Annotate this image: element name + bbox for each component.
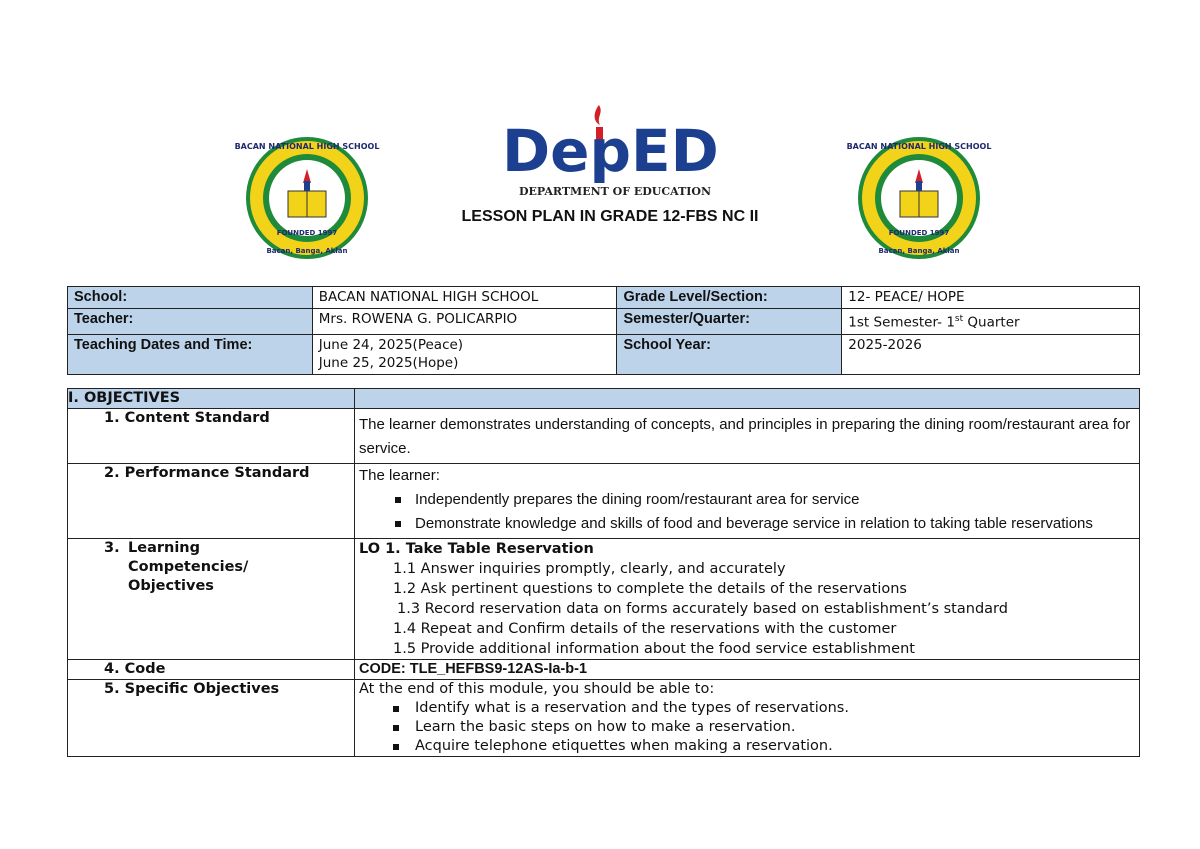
svg-text:DEPARTMENT OF EDUCATION: DEPARTMENT OF EDUCATION [518, 185, 712, 198]
learning-competencies-row [68, 539, 1140, 660]
list-item: 1.2 Ask pertinent questions to complete the details of the reservations [393, 581, 907, 597]
list-item: 1.1 Answer inquiries promptly, clearly, and accurately [393, 561, 786, 577]
dates-label: Teaching Dates and Time: [68, 334, 313, 374]
objectives-header-blank [355, 389, 1140, 409]
school-label: School: [68, 287, 313, 309]
objectives-heading: I. OBJECTIVES [68, 389, 355, 409]
specific-objectives-label: 5. Specific Objectives [104, 681, 280, 697]
grade-value: 12- PEACE/ HOPE [842, 287, 1140, 309]
learning-competencies-label-cell [68, 539, 355, 660]
specific-objectives-cell [355, 680, 1140, 757]
specific-objectives-list [359, 699, 1135, 756]
specific-objectives-intro: At the end of this module, you should be able to: [359, 681, 715, 697]
svg-text:DepED: DepED [502, 117, 719, 185]
objectives-header-row [68, 389, 1140, 409]
dates-value: June 24, 2025(Peace) June 25, 2025(Hope) [312, 334, 617, 374]
deped-logo [500, 103, 730, 199]
code-text: CODE: TLE_HEFBS9-12AS-Ia-b-1 [355, 660, 1140, 680]
list-item: 1.3 Record reservation data on forms accurately based on establishment’s standard [397, 601, 1008, 617]
content-standard-row [68, 409, 1140, 464]
page-title: LESSON PLAN IN GRADE 12-FBS NC II [461, 208, 759, 225]
info-table [67, 286, 1140, 375]
school-seal-left [234, 135, 380, 261]
semester-label: Semester/Quarter: [617, 309, 842, 335]
content-standard-label: 1. Content Standard [104, 410, 270, 426]
year-label: School Year: [617, 334, 842, 374]
performance-standard-list [359, 488, 1135, 536]
svg-text:BACAN NATIONAL HIGH SCHOOL: BACAN NATIONAL HIGH SCHOOL [234, 142, 380, 151]
school-seal-right [846, 135, 992, 261]
grade-label: Grade Level/Section: [617, 287, 842, 309]
info-row-teacher [68, 309, 1140, 335]
lo-title: LO 1. Take Table Reservation [359, 541, 594, 557]
teacher-value: Mrs. ROWENA G. POLICARPIO [312, 309, 617, 335]
code-label-cell [68, 660, 355, 680]
specific-objectives-label-cell [68, 680, 355, 757]
list-item: Acquire telephone etiquettes when making a reservation. [359, 737, 1135, 756]
info-row-school [68, 287, 1140, 309]
svg-text:Bacan, Banga, Aklan: Bacan, Banga, Aklan [878, 247, 960, 255]
svg-text:Bacan, Banga, Aklan: Bacan, Banga, Aklan [266, 247, 348, 255]
list-item: Independently prepares the dining room/restaurant area for service [359, 488, 1135, 512]
list-item: 1.5 Provide additional information about the food service establishment [393, 641, 915, 657]
list-item: Demonstrate knowledge and skills of food and beverage service in relation to taking table reservations [359, 512, 1135, 536]
list-item: 1.4 Repeat and Confirm details of the reservations with the customer [393, 621, 897, 637]
svg-text:FOUNDED 1997: FOUNDED 1997 [888, 229, 950, 237]
school-value: BACAN NATIONAL HIGH SCHOOL [312, 287, 617, 309]
teacher-label: Teacher: [68, 309, 313, 335]
list-item: Identify what is a reservation and the types of reservations. [359, 699, 1135, 718]
objectives-table [67, 388, 1140, 757]
learning-competencies-cell [355, 539, 1140, 660]
year-value: 2025-2026 [842, 334, 1140, 374]
info-row-dates [68, 334, 1140, 374]
code-row [68, 660, 1140, 680]
performance-standard-row [68, 464, 1140, 539]
learning-competencies-label: 3. Learning Competencies/ Objectives [104, 540, 249, 594]
specific-objectives-row [68, 680, 1140, 757]
performance-standard-intro: The learner: [359, 467, 440, 484]
performance-standard-label: 2. Performance Standard [104, 465, 310, 481]
svg-text:BACAN NATIONAL HIGH SCHOOL: BACAN NATIONAL HIGH SCHOOL [846, 142, 992, 151]
svg-text:FOUNDED 1997: FOUNDED 1997 [276, 229, 338, 237]
list-item: Learn the basic steps on how to make a reservation. [359, 718, 1135, 737]
code-label: 4. Code [104, 661, 166, 677]
content-standard-text: The learner demonstrates understanding of concepts, and principles in preparing the dining room/restaurant area for service. [355, 409, 1140, 464]
semester-value: 1st Semester- 1st Quarter [842, 309, 1140, 335]
performance-standard-cell [355, 464, 1140, 539]
content-standard-label-cell [68, 409, 355, 464]
performance-standard-label-cell [68, 464, 355, 539]
